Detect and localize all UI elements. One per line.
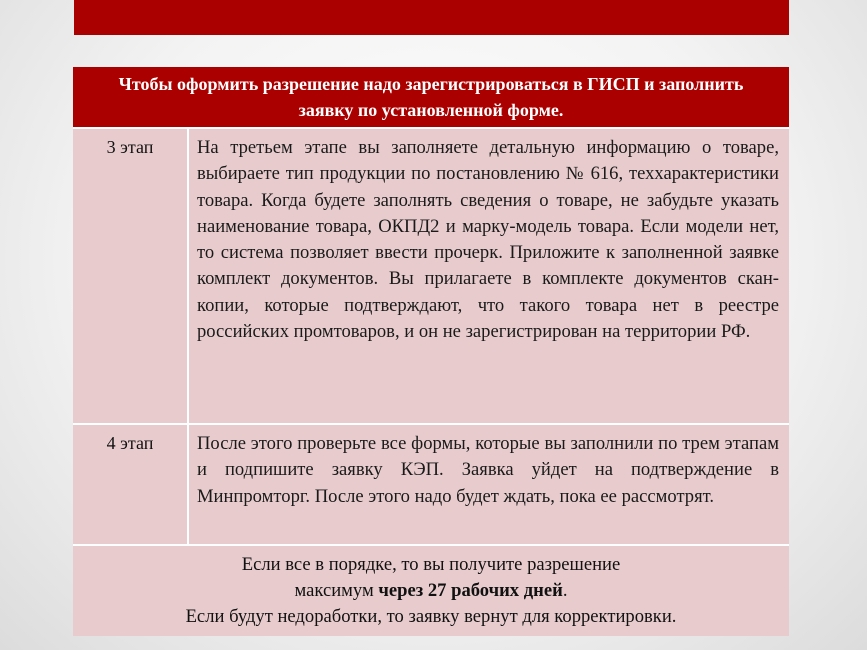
footer-line-2-suffix: . [562,580,568,601]
footer-line-1: Если все в порядке, то вы получите разрешение [241,554,621,575]
stage-label: 3 этап [73,128,188,424]
table-row [73,128,789,424]
header-row [73,67,789,128]
table-footer [73,545,789,636]
footer-line-3: Если будут недоработки, то заявку вернут для корректировки. [185,606,677,627]
footer-line-2-prefix: максимум [294,580,379,601]
info-table [73,67,789,636]
table-row [73,424,789,545]
footer-deadline: через 27 рабочих дней [378,580,563,601]
footer-line-2 [83,578,779,604]
table-header: Чтобы оформить разрешение надо зарегистрироваться в ГИСП и заполнить заявку по установленной форме. [73,67,789,128]
stage-description: На третьем этапе вы заполняете детальную информацию о товаре, выбираете тип продукции по постановлению № 616, теххарактеристики товара. Когда будете заполнять сведения о товаре, не забудьте указать наименование товара, ОКПД2 и марку-модель товара. Если модели нет, то система позволяет ввести прочерк. Приложите к заполненной заявке комплект документов. Вы прилагаете в комплекте документов скан-копии, которые подтверждают, что такого товара нет в реестре российских промтоваров, и он не зарегистрирован на территории РФ. [188,128,789,424]
footer-row [73,545,789,636]
stage-description: После этого проверьте все формы, которые вы заполнили по трем этапам и подпишите заявку КЭП. Заявка уйдет на подтверждение в Минпромторг. После этого надо будет ждать, пока ее рассмотрят. [188,424,789,545]
top-accent-bar [74,0,789,35]
stage-label: 4 этап [73,424,188,545]
